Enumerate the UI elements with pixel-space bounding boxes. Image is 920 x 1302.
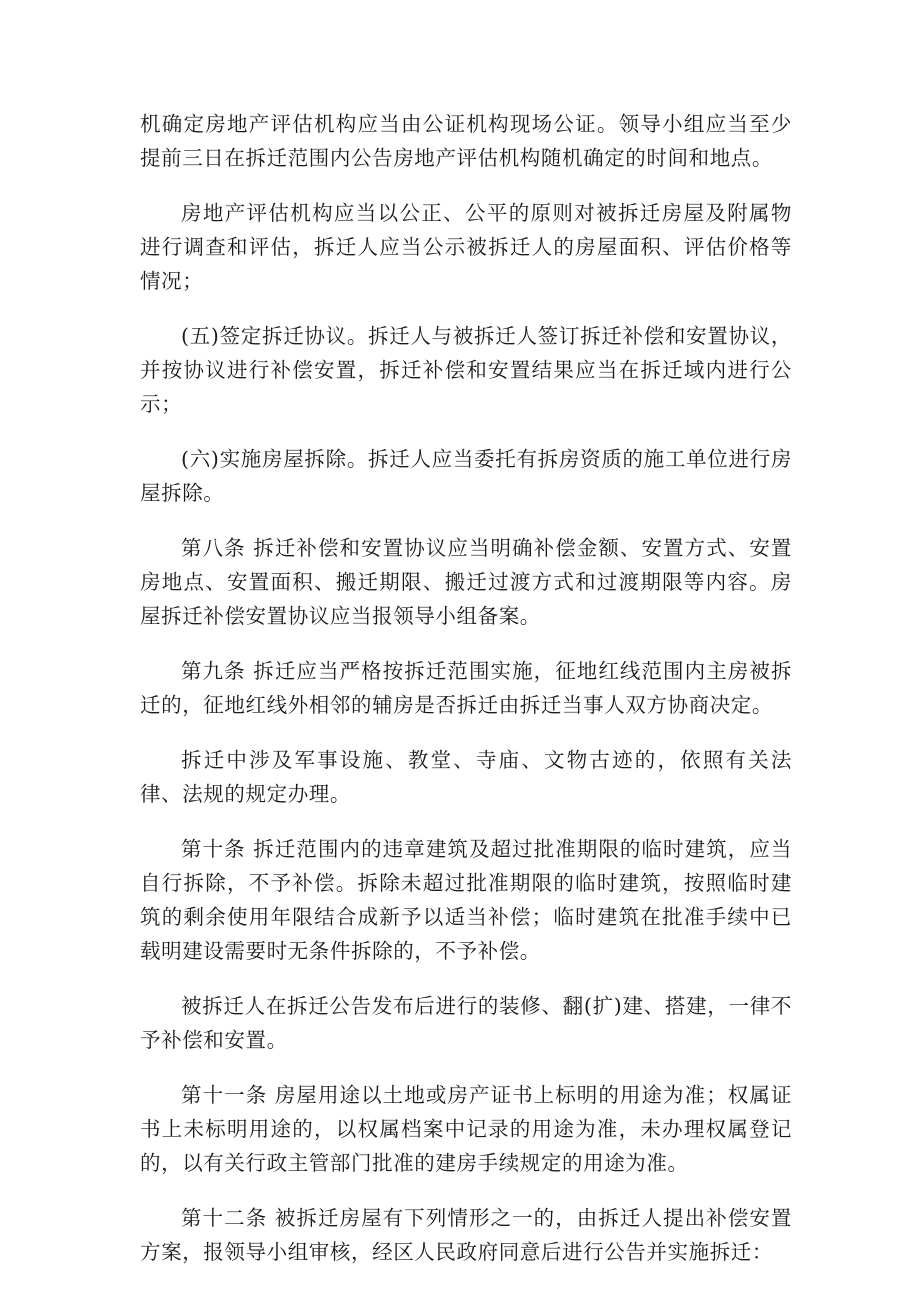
paragraph-article-8: 第八条 拆迁补偿和安置协议应当明确补偿金额、安置方式、安置房地点、安置面积、搬迁期限、搬迁过渡方式和过渡期限等内容。房屋拆迁补偿安置协议应当报领导小组备案。 xyxy=(140,536,792,628)
paragraph: (六)实施房屋拆除。拆迁人应当委托有拆房资质的施工单位进行房屋拆除。 xyxy=(140,447,792,505)
paragraph: 拆迁中涉及军事设施、教堂、寺庙、文物古迹的，依照有关法律、法规的规定办理。 xyxy=(140,748,792,806)
document-body xyxy=(140,107,792,1290)
paragraph: 房地产评估机构应当以公正、公平的原则对被拆迁房屋及附属物进行调查和评估，拆迁人应当公示被拆迁人的房屋面积、评估价格等情况； xyxy=(140,201,792,293)
paragraph-article-9: 第九条 拆迁应当严格按拆迁范围实施，征地红线范围内主房被拆迁的，征地红线外相邻的辅房是否拆迁由拆迁当事人双方协商决定。 xyxy=(140,659,792,717)
paragraph-article-12: 第十二条 被拆迁房屋有下列情形之一的，由拆迁人提出补偿安置方案，报领导小组审核，经区人民政府同意后进行公告并实施拆迁： xyxy=(140,1206,792,1264)
paragraph: 被拆迁人在拆迁公告发布后进行的装修、翻(扩)建、搭建，一律不予补偿和安置。 xyxy=(140,994,792,1052)
paragraph: (五)签定拆迁协议。拆迁人与被拆迁人签订拆迁补偿和安置协议，并按协议进行补偿安置，拆迁补偿和安置结果应当在拆迁域内进行公示； xyxy=(140,324,792,416)
paragraph-continuation: 机确定房地产评估机构应当由公证机构现场公证。领导小组应当至少提前三日在拆迁范围内公告房地产评估机构随机确定的时间和地点。 xyxy=(140,112,792,170)
paragraph-article-11: 第十一条 房屋用途以土地或房产证书上标明的用途为准；权属证书上未标明用途的，以权属档案中记录的用途为准，未办理权属登记的，以有关行政主管部门批准的建房手续规定的用途为准。 xyxy=(140,1083,792,1175)
paragraph-article-10: 第十条 拆迁范围内的违章建筑及超过批准期限的临时建筑，应当自行拆除，不予补偿。拆除未超过批准期限的临时建筑，按照临时建筑的剩余使用年限结合成新予以适当补偿；临时建筑在批准手续中已载明建设需要时无条件拆除的，不予补偿。 xyxy=(140,837,792,963)
